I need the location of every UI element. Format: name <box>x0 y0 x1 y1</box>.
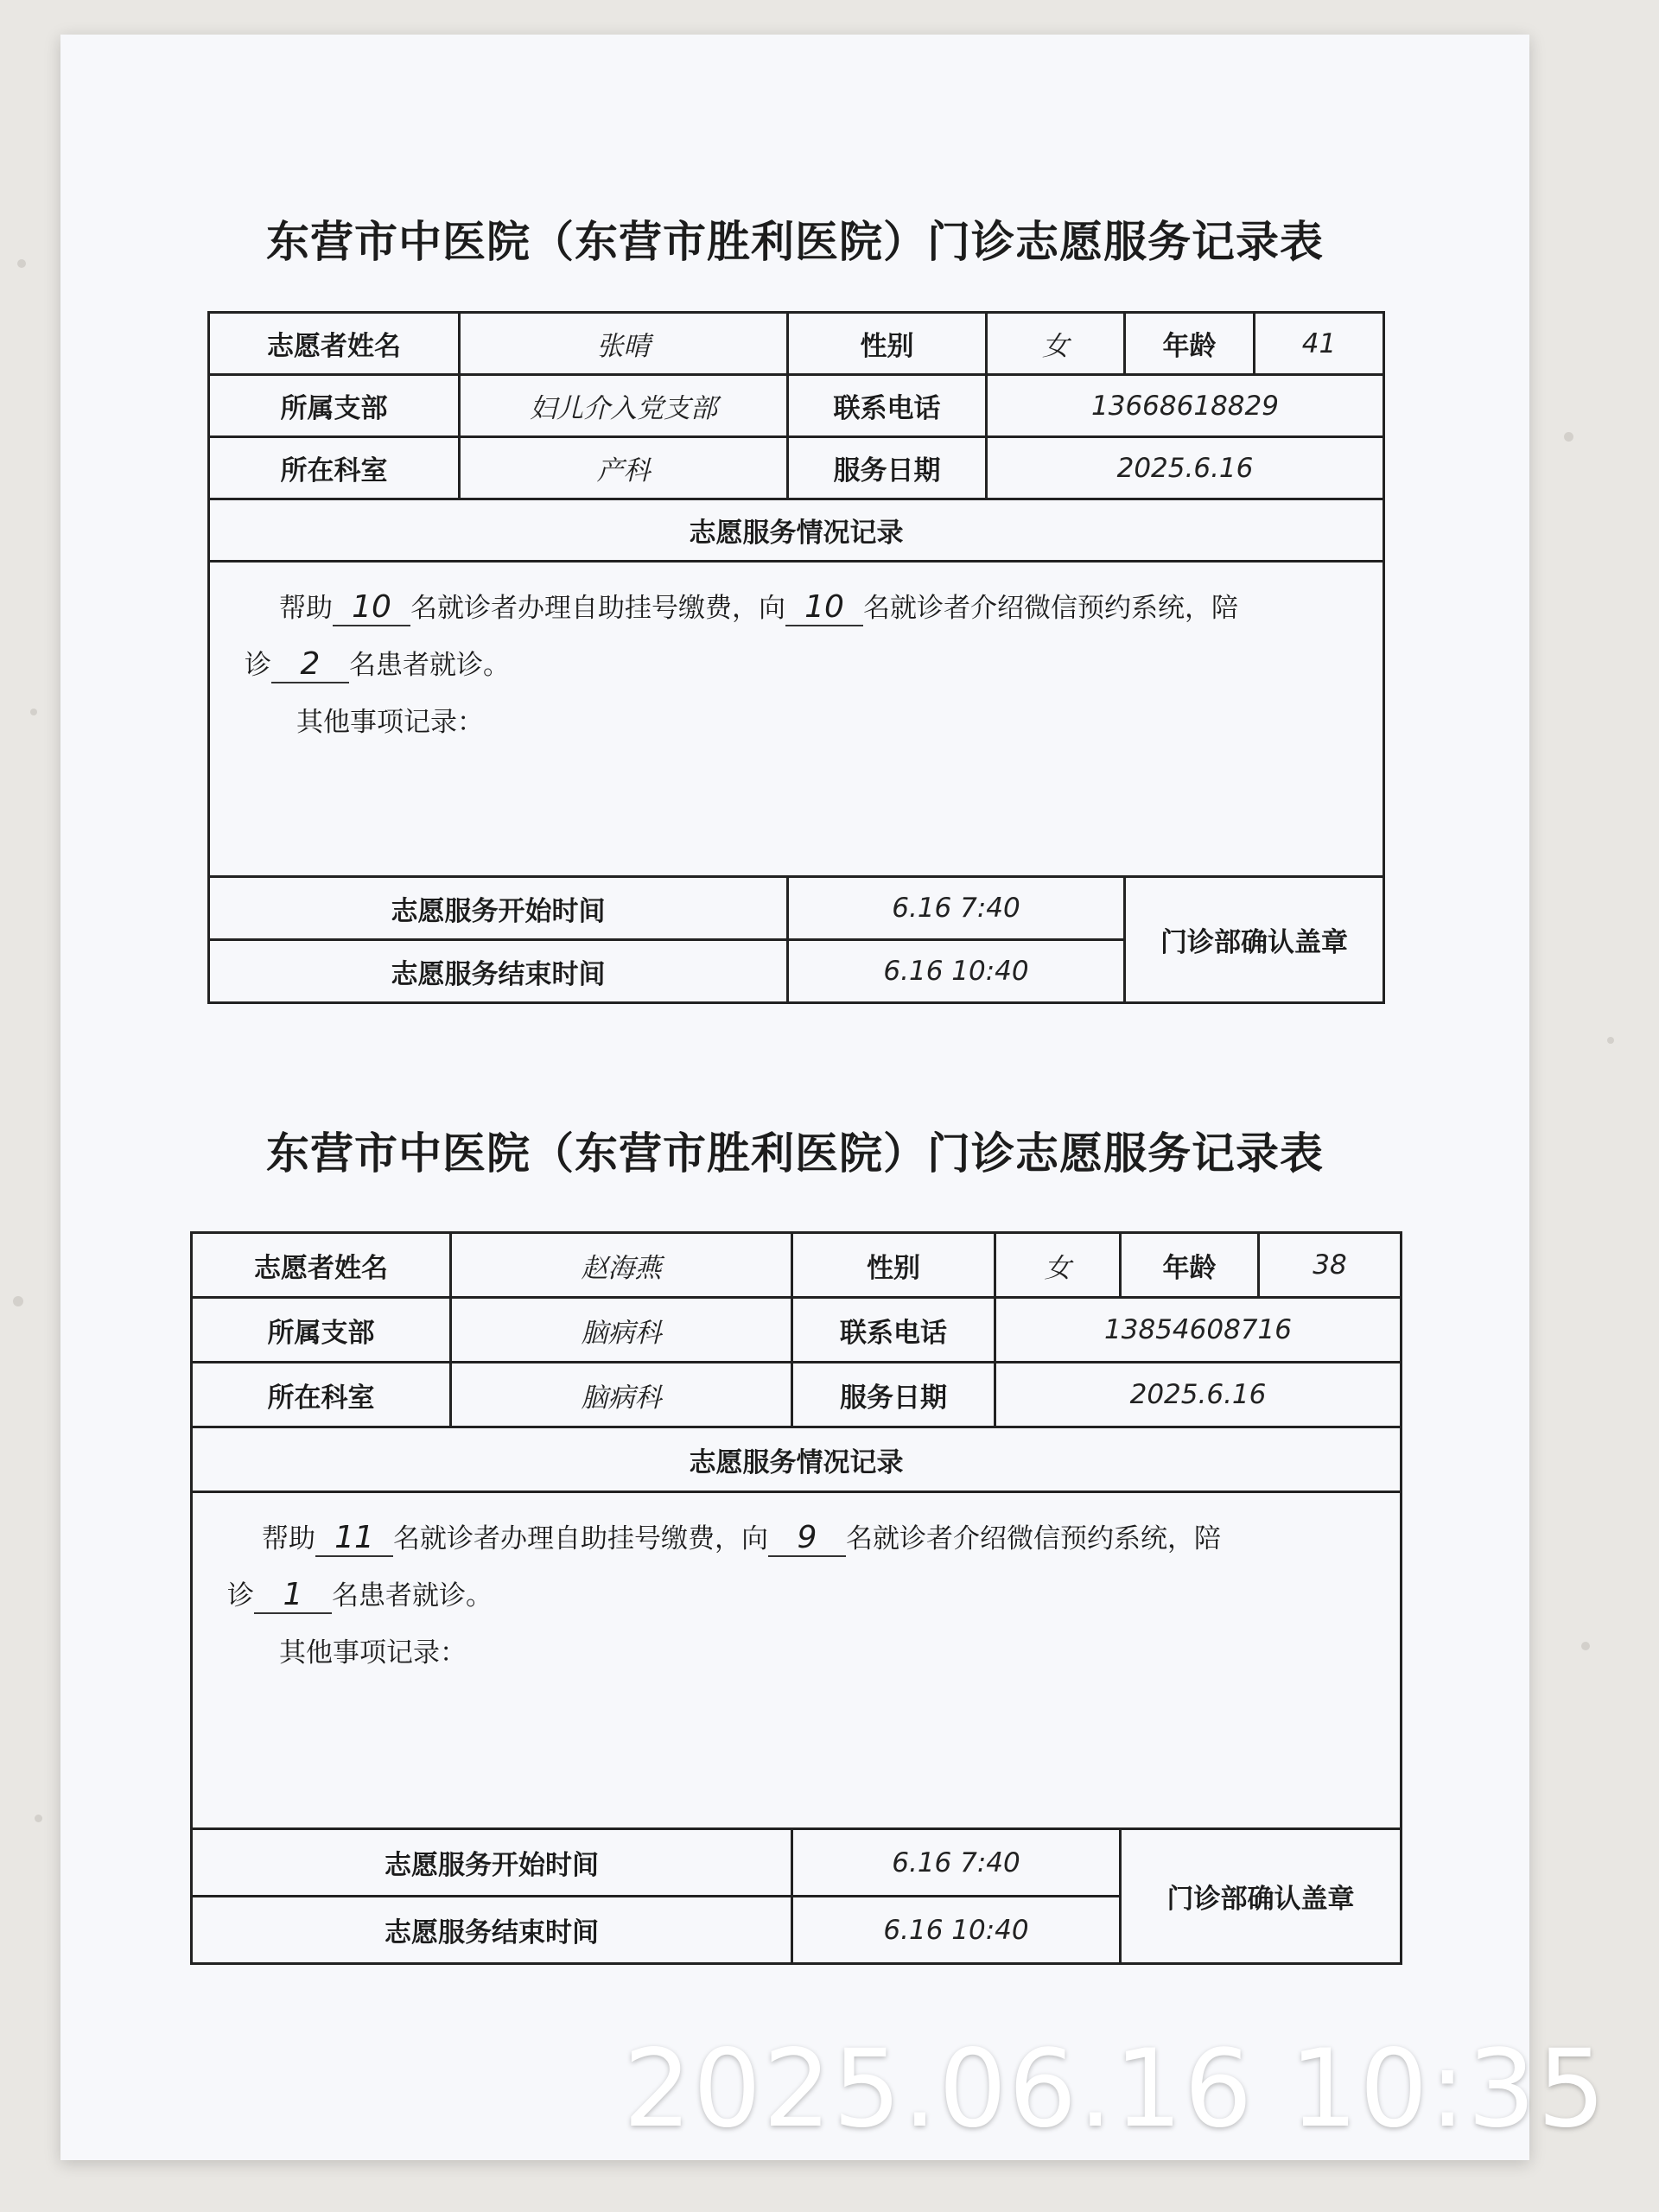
other-notes-label: 其他事项记录： <box>279 1637 467 1669</box>
photo-timestamp: 2025.06.16 10:35 <box>623 2027 1607 2152</box>
gender-value: 女 <box>995 1233 1121 1298</box>
form-2-title: 东营市中医院（东营市胜利医院）门诊志愿服务记录表 <box>266 1128 1324 1179</box>
accompany-count: 1 <box>254 1578 332 1614</box>
gender-label: 性别 <box>792 1233 995 1298</box>
service-record <box>192 1492 1402 1829</box>
gender-value: 女 <box>987 313 1125 375</box>
branch-label: 所属支部 <box>209 375 460 437</box>
other-notes-label: 其他事项记录： <box>296 707 484 738</box>
start-time-value: 6.16 7:40 <box>792 1829 1121 1897</box>
age-label: 年龄 <box>1121 1233 1259 1298</box>
name-label: 志愿者姓名 <box>209 313 460 375</box>
accompany-pre-text: 诊 <box>227 1580 254 1611</box>
branch-value: 妇儿介入党支部 <box>460 375 788 437</box>
start-time-label: 志愿服务开始时间 <box>192 1829 792 1897</box>
accompany-after-text: 名患者就诊。 <box>332 1580 493 1611</box>
name-label: 志愿者姓名 <box>192 1233 451 1298</box>
volunteer-name: 赵海燕 <box>451 1233 792 1298</box>
end-time-value: 6.16 10:40 <box>792 1897 1121 1964</box>
paper-sheet <box>60 35 1529 2160</box>
record-line-2 <box>227 1567 1365 1624</box>
age-label: 年龄 <box>1125 313 1255 375</box>
phone-label: 联系电话 <box>792 1298 995 1363</box>
help-count: 11 <box>315 1521 393 1557</box>
form-1-table <box>207 311 1385 1004</box>
record-line-1 <box>245 580 1348 637</box>
help-text: 帮助 <box>262 1523 315 1554</box>
phone-value: 13668618829 <box>987 375 1384 437</box>
intro-count: 9 <box>768 1521 846 1557</box>
intro-after-text: 名就诊者介绍微信预约系统，陪 <box>863 593 1238 624</box>
end-time-label: 志愿服务结束时间 <box>192 1897 792 1964</box>
help-count: 10 <box>333 590 410 626</box>
gender-label: 性别 <box>788 313 987 375</box>
branch-label: 所属支部 <box>192 1298 451 1363</box>
age-value: 38 <box>1259 1233 1402 1298</box>
help-after-text: 名就诊者办理自助挂号缴费，向 <box>410 593 785 624</box>
service-date-value: 2025.6.16 <box>987 437 1384 499</box>
branch-value: 脑病科 <box>451 1298 792 1363</box>
form-1-title: 东营市中医院（东营市胜利医院）门诊志愿服务记录表 <box>266 216 1324 267</box>
section-title: 志愿服务情况记录 <box>192 1427 1402 1492</box>
age-value: 41 <box>1255 313 1384 375</box>
service-date-value: 2025.6.16 <box>995 1363 1402 1427</box>
help-after-text: 名就诊者办理自助挂号缴费，向 <box>393 1523 768 1554</box>
volunteer-name: 张晴 <box>460 313 788 375</box>
dept-value: 产科 <box>460 437 788 499</box>
section-title: 志愿服务情况记录 <box>209 499 1384 562</box>
form-2-table <box>190 1231 1402 1965</box>
end-time-label: 志愿服务结束时间 <box>209 940 788 1003</box>
dept-value: 脑病科 <box>451 1363 792 1427</box>
start-time-value: 6.16 7:40 <box>788 877 1125 940</box>
accompany-count: 2 <box>271 647 349 683</box>
seal-label: 门诊部确认盖章 <box>1125 877 1384 1003</box>
intro-after-text: 名就诊者介绍微信预约系统，陪 <box>846 1523 1221 1554</box>
phone-label: 联系电话 <box>788 375 987 437</box>
seal-label: 门诊部确认盖章 <box>1121 1829 1402 1964</box>
end-time-value: 6.16 10:40 <box>788 940 1125 1003</box>
help-text: 帮助 <box>279 593 333 624</box>
start-time-label: 志愿服务开始时间 <box>209 877 788 940</box>
accompany-pre-text: 诊 <box>245 650 271 681</box>
record-line-1 <box>227 1510 1365 1567</box>
record-line-2 <box>245 637 1348 694</box>
phone-value: 13854608716 <box>995 1298 1402 1363</box>
accompany-after-text: 名患者就诊。 <box>349 650 510 681</box>
service-record <box>209 562 1384 877</box>
service-date-label: 服务日期 <box>788 437 987 499</box>
dept-label: 所在科室 <box>209 437 460 499</box>
intro-count: 10 <box>785 590 863 626</box>
service-date-label: 服务日期 <box>792 1363 995 1427</box>
dept-label: 所在科室 <box>192 1363 451 1427</box>
